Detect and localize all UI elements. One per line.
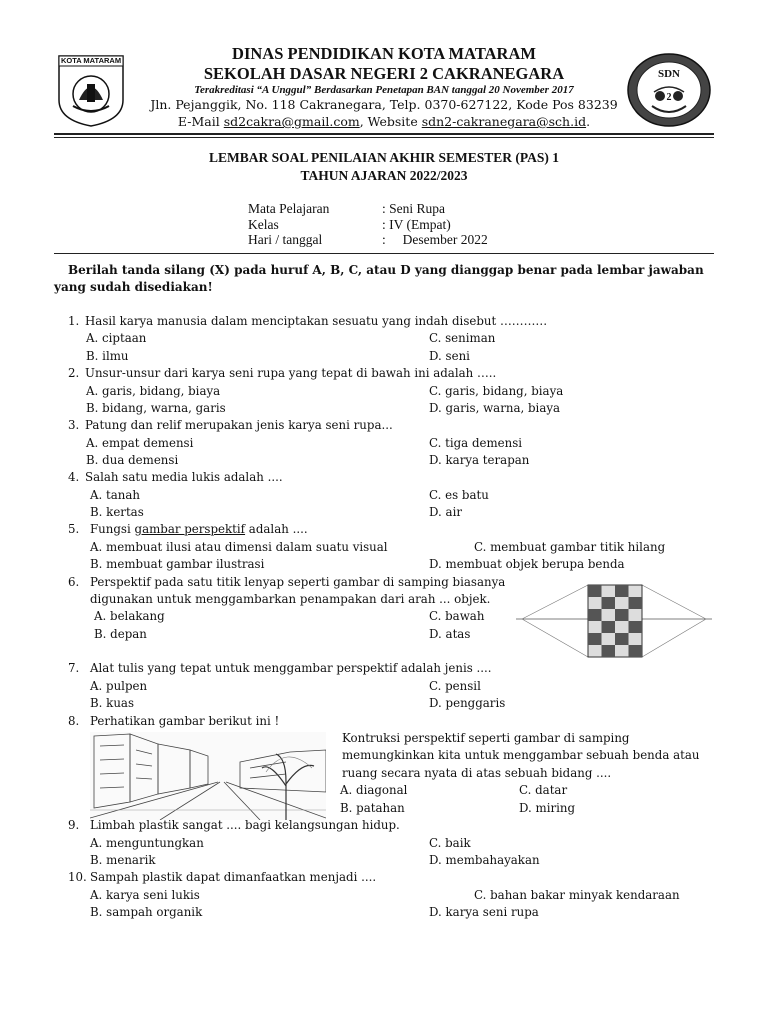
q6-perspective-cube-image <box>516 577 712 667</box>
header-address: Jln. Pejanggik, No. 118 Cakranegara, Telp. 0370-627122, Kode Pos 83239 <box>150 97 618 112</box>
logo-right-number: 2 <box>666 92 672 103</box>
q6-option-d[interactable]: D. atas <box>429 627 471 641</box>
q7-option-b[interactable]: B. kuas <box>90 696 135 710</box>
info-subject-value: : Seni Rupa <box>382 201 445 216</box>
exam-year: TAHUN AJARAN 2022/2023 <box>300 168 468 183</box>
website-suffix: . <box>586 114 591 129</box>
logo-right-text: SDN <box>657 68 680 80</box>
q10-option-a[interactable]: A. karya seni lukis <box>90 888 200 902</box>
q4-option-d[interactable]: D. air <box>429 505 462 519</box>
q4-text: Salah satu media lukis adalah .... <box>85 470 283 484</box>
q1-option-c[interactable]: C. seniman <box>429 331 496 345</box>
q1-option-d[interactable]: D. seni <box>429 349 470 363</box>
info-date-value: : Desember 2022 <box>382 232 488 247</box>
q5-number: 5. <box>68 522 80 536</box>
q5-option-b[interactable]: B. membuat gambar ilustrasi <box>90 557 265 571</box>
website-link[interactable]: sdn2-cakranegara@sch.id <box>421 114 587 129</box>
q6-text: Perspektif pada satu titik lenyap seperti gambar di samping biasanya <box>90 575 506 589</box>
q3-text: Patung dan relif merupakan jenis karya seni rupa... <box>85 418 393 432</box>
q9-option-a[interactable]: A. menguntungkan <box>90 836 204 850</box>
instruction-line2: yang sudah disediakan! <box>54 280 213 294</box>
q1-text: Hasil karya manusia dalam menciptakan sesuatu yang indah disebut ………… <box>85 314 548 328</box>
q6-option-b[interactable]: B. depan <box>94 627 147 641</box>
q8-option-b[interactable]: B. patahan <box>340 801 405 815</box>
q2-option-b[interactable]: B. bidang, warna, garis <box>86 401 226 415</box>
q3-number: 3. <box>68 418 80 432</box>
email-prefix: E-Mail <box>177 114 224 129</box>
info-divider <box>54 253 714 254</box>
q8-text: Perhatikan gambar berikut ini ! <box>90 714 280 728</box>
header-contact <box>140 114 628 129</box>
q8-option-a[interactable]: A. diagonal <box>340 783 408 797</box>
info-date-label: Hari / tanggal <box>248 232 323 247</box>
q5-option-d[interactable]: D. membuat objek berupa benda <box>429 557 625 571</box>
website-prefix: , Website <box>359 114 422 129</box>
q4-option-b[interactable]: B. kertas <box>90 505 144 519</box>
q5-text-underlined: gambar perspektif <box>134 522 246 536</box>
info-class-label: Kelas <box>248 217 279 232</box>
q9-text: Limbah plastik sangat .... bagi kelangsungan hidup. <box>90 818 400 832</box>
q5-text-pre: Fungsi <box>90 522 135 536</box>
q3-option-a[interactable]: A. empat demensi <box>86 436 194 450</box>
info-class-value: : IV (Empat) <box>382 217 451 232</box>
kota-mataram-emblem-icon <box>57 54 125 128</box>
info-subject-label: Mata Pelajaran <box>248 201 330 216</box>
q3-option-b[interactable]: B. dua demensi <box>86 453 179 467</box>
q5-option-a[interactable]: A. membuat ilusi atau dimensi dalam suatu visual <box>90 540 388 554</box>
q7-option-d[interactable]: D. penggaris <box>429 696 506 710</box>
header-school: SEKOLAH DASAR NEGERI 2 CAKRANEGARA <box>203 64 565 83</box>
q10-option-b[interactable]: B. sampah organik <box>90 905 203 919</box>
instruction-line1: Berilah tanda silang (X) pada huruf A, B, C, atau D yang dianggap benar pada lembar jawaban <box>68 263 704 277</box>
q3-option-c[interactable]: C. tiga demensi <box>429 436 523 450</box>
q8-text-line2: Kontruksi perspektif seperti gambar di samping <box>342 731 630 745</box>
q8-text-line3: memungkinkan kita untuk menggambar sebuah benda atau <box>342 748 700 762</box>
header-accreditation: Terakreditasi “A Unggul” Berdasarkan Penetapan BAN tanggal 20 November 2017 <box>194 84 574 96</box>
q7-number: 7. <box>68 661 80 675</box>
logo-sdn-2 <box>626 52 712 128</box>
perspective-cube-icon <box>516 577 712 667</box>
q5-option-c[interactable]: C. membuat gambar titik hilang <box>474 540 666 554</box>
email-link[interactable]: sd2cakra@gmail.com <box>223 114 360 129</box>
q6-text-line2: digunakan untuk menggambarkan penampakan dari arah ... objek. <box>90 592 491 606</box>
q1-option-b[interactable]: B. ilmu <box>86 349 129 363</box>
q2-option-c[interactable]: C. garis, bidang, biaya <box>429 384 564 398</box>
q6-option-c[interactable]: C. bawah <box>429 609 485 623</box>
q4-number: 4. <box>68 470 80 484</box>
q2-number: 2. <box>68 366 80 380</box>
q9-option-b[interactable]: B. menarik <box>90 853 156 867</box>
logo-kota-mataram <box>57 54 125 128</box>
q6-option-a[interactable]: A. belakang <box>94 609 165 623</box>
q5-text-post: adalah .... <box>245 522 308 536</box>
q7-option-a[interactable]: A. pulpen <box>90 679 148 693</box>
q2-option-a[interactable]: A. garis, bidang, biaya <box>86 384 221 398</box>
q2-option-d[interactable]: D. garis, warna, biaya <box>429 401 561 415</box>
q8-number: 8. <box>68 714 80 728</box>
q8-street-perspective-image <box>90 732 326 820</box>
street-sketch-icon <box>90 732 326 820</box>
q9-option-c[interactable]: C. baik <box>429 836 471 850</box>
q9-option-d[interactable]: D. membahayakan <box>429 853 540 867</box>
q9-number: 9. <box>68 818 80 832</box>
q8-option-d[interactable]: D. miring <box>519 801 576 815</box>
q10-number: 10. <box>68 870 87 884</box>
q10-option-c[interactable]: C. bahan bakar minyak kendaraan <box>474 888 680 902</box>
q7-text: Alat tulis yang tepat untuk menggambar perspektif adalah jenis .... <box>90 661 492 675</box>
q4-option-a[interactable]: A. tanah <box>90 488 141 502</box>
q1-number: 1. <box>68 314 80 328</box>
q2-text: Unsur-unsur dari karya seni rupa yang tepat di bawah ini adalah ….. <box>85 366 497 380</box>
q1-option-a[interactable]: A. ciptaan <box>86 331 147 345</box>
q5-text <box>90 522 308 536</box>
q8-option-c[interactable]: C. datar <box>519 783 568 797</box>
q10-text: Sampah plastik dapat dimanfaatkan menjadi .... <box>90 870 377 884</box>
q8-text-line4: ruang secara nyata di atas sebuah bidang .... <box>342 766 612 780</box>
header-divider-thick <box>54 133 714 135</box>
sdn-2-emblem-icon <box>626 52 712 128</box>
q4-option-c[interactable]: C. es batu <box>429 488 489 502</box>
header-agency: DINAS PENDIDIKAN KOTA MATARAM <box>232 44 536 63</box>
q10-option-d[interactable]: D. karya seni rupa <box>429 905 539 919</box>
header-divider-thin <box>54 137 714 138</box>
logo-left-label: KOTA MATARAM <box>60 56 122 65</box>
exam-title: LEMBAR SOAL PENILAIAN AKHIR SEMESTER (PAS) 1 <box>208 150 560 165</box>
q3-option-d[interactable]: D. karya terapan <box>429 453 530 467</box>
q6-number: 6. <box>68 575 80 589</box>
q7-option-c[interactable]: C. pensil <box>429 679 481 693</box>
